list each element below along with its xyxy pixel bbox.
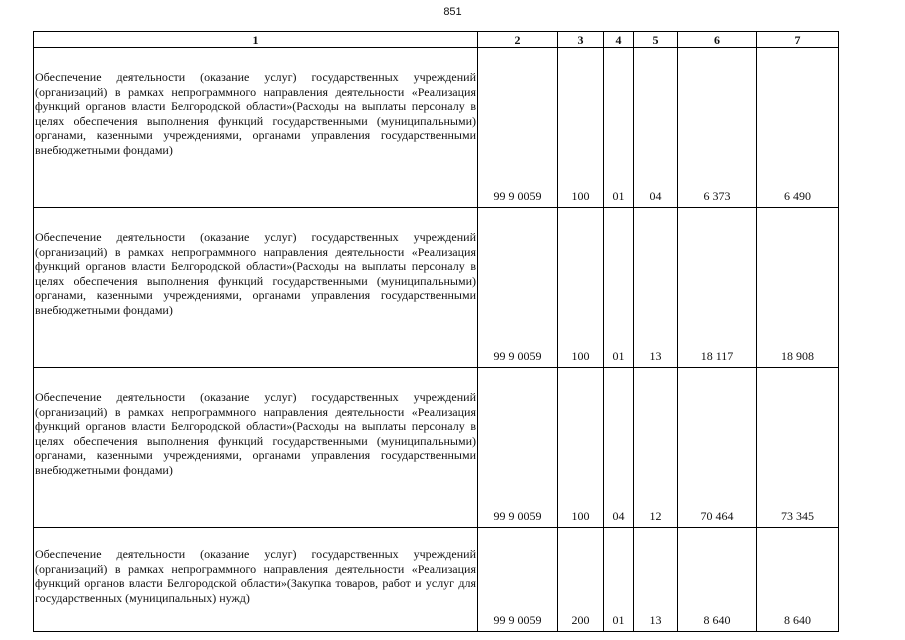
header-col-3: 3 xyxy=(558,32,604,48)
header-col-2: 2 xyxy=(478,32,558,48)
table-row xyxy=(34,368,839,528)
row-amount-col6: 6 373 xyxy=(678,48,757,208)
row-amount-col7: 6 490 xyxy=(757,48,839,208)
header-col-4: 4 xyxy=(604,32,634,48)
row-amount-col7: 18 908 xyxy=(757,208,839,368)
row-expense-type: 100 xyxy=(558,208,604,368)
table-row xyxy=(34,528,839,632)
budget-table xyxy=(33,31,839,632)
row-amount-col7: 8 640 xyxy=(757,528,839,632)
row-target-code: 99 9 0059 xyxy=(478,368,558,528)
row-description: Обеспечение деятельности (оказание услуг) государственных учреждений (организаций) в рамках непрограммного направления деятельности «Реализация функций органов власти Белгородской области»(Расходы на выплаты персоналу в целях обеспечения выполнения функций государственными (муниципальными) органами, казенными учреждениями, органами управления государственными внебюджетными фондами) xyxy=(34,368,478,528)
row-target-code: 99 9 0059 xyxy=(478,48,558,208)
table-row xyxy=(34,48,839,208)
row-section: 01 xyxy=(604,208,634,368)
row-description: Обеспечение деятельности (оказание услуг) государственных учреждений (организаций) в рамках непрограммного направления деятельности «Реализация функций органов власти Белгородской области»(Расходы на выплаты персоналу в целях обеспечения выполнения функций государственными (муниципальными) органами, казенными учреждениями, органами управления государственными внебюджетными фондами) xyxy=(34,208,478,368)
row-subsection: 13 xyxy=(634,208,678,368)
row-description: Обеспечение деятельности (оказание услуг) государственных учреждений (организаций) в рамках непрограммного направления деятельности «Реализация функций органов власти Белгородской области»(Закупка товаров, работ и услуг для государственных (муниципальных) нужд) xyxy=(34,528,478,632)
header-col-5: 5 xyxy=(634,32,678,48)
header-col-7: 7 xyxy=(757,32,839,48)
row-expense-type: 100 xyxy=(558,368,604,528)
row-expense-type: 200 xyxy=(558,528,604,632)
row-amount-col6: 8 640 xyxy=(678,528,757,632)
header-col-6: 6 xyxy=(678,32,757,48)
row-subsection: 04 xyxy=(634,48,678,208)
row-subsection: 12 xyxy=(634,368,678,528)
row-section: 04 xyxy=(604,368,634,528)
row-section: 01 xyxy=(604,528,634,632)
page-number: 851 xyxy=(443,6,462,18)
row-expense-type: 100 xyxy=(558,48,604,208)
row-target-code: 99 9 0059 xyxy=(478,528,558,632)
header-col-1: 1 xyxy=(34,32,478,48)
row-target-code: 99 9 0059 xyxy=(478,208,558,368)
header-row xyxy=(34,32,839,48)
row-amount-col7: 73 345 xyxy=(757,368,839,528)
row-amount-col6: 18 117 xyxy=(678,208,757,368)
row-amount-col6: 70 464 xyxy=(678,368,757,528)
row-description: Обеспечение деятельности (оказание услуг) государственных учреждений (организаций) в рамках непрограммного направления деятельности «Реализация функций органов власти Белгородской области»(Расходы на выплаты персоналу в целях обеспечения выполнения функций государственными (муниципальными) органами, казенными учреждениями, органами управления государственными внебюджетными фондами) xyxy=(34,48,478,208)
row-section: 01 xyxy=(604,48,634,208)
table-row xyxy=(34,208,839,368)
row-subsection: 13 xyxy=(634,528,678,632)
